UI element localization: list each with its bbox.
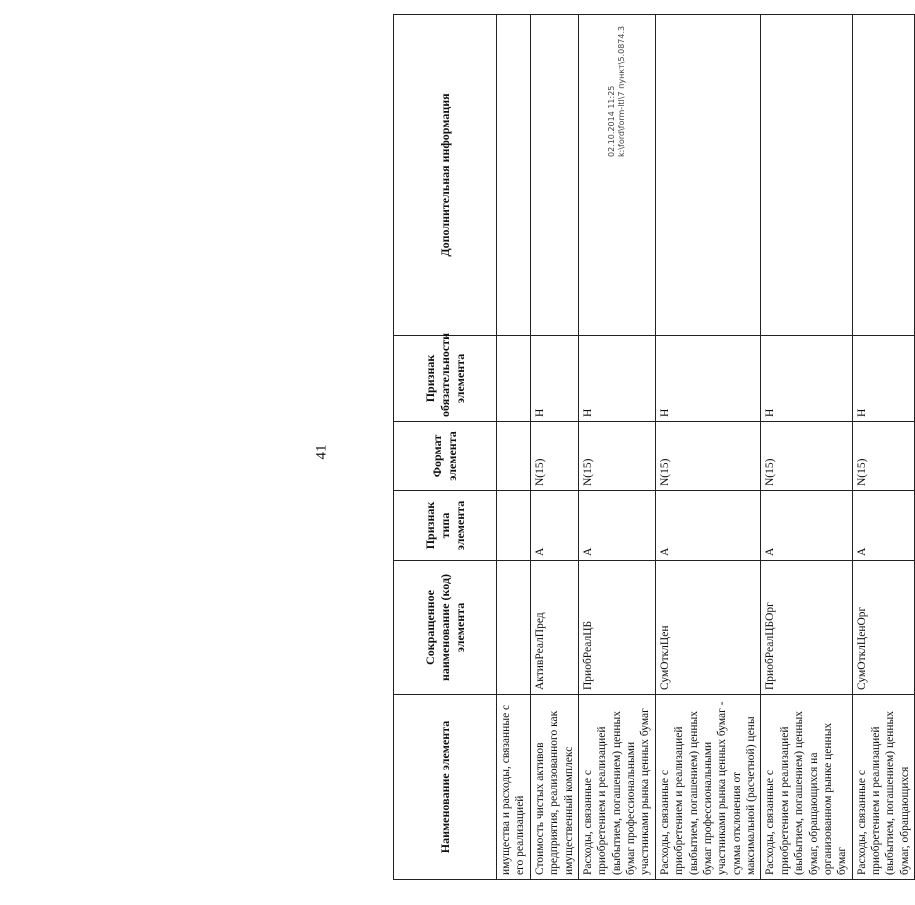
cell-extra — [761, 15, 852, 336]
cell-extra — [655, 15, 761, 336]
header-extra: Дополнительная информация — [394, 15, 497, 336]
cell-format: N(15) — [761, 422, 852, 491]
cell-format: N(15) — [655, 422, 761, 491]
cell-extra — [530, 15, 578, 336]
cell-format: N(15) — [852, 422, 915, 491]
cell-name: Расходы, связанные с приобретением и реализацией (выбытием, погашением) ценных бумаг профессиональными участниками рынка ценных бумаг - сумма отклонения от максимальной (расчетной) цены — [655, 695, 761, 880]
cell-type: А — [852, 491, 915, 561]
cell-required: Н — [578, 336, 655, 422]
cell-format — [497, 422, 531, 491]
cell-code — [497, 561, 531, 695]
cell-format: N(15) — [578, 422, 655, 491]
cell-extra — [852, 15, 915, 336]
cell-required: Н — [655, 336, 761, 422]
cell-code: СумОтклЦен — [655, 561, 761, 695]
header-code: Сокращенное наименование (код) элемента — [394, 561, 497, 695]
table-row — [655, 15, 761, 880]
cell-required: Н — [530, 336, 578, 422]
table-row — [497, 15, 531, 880]
cell-name: Стоимость чистых активов предприятия, реализованного как имущественный комплекс — [530, 695, 578, 880]
cell-code: АктивРеалПред — [530, 561, 578, 695]
header-format: Формат элемента — [394, 422, 497, 491]
print-stamp — [607, 26, 626, 157]
cell-extra — [497, 15, 531, 336]
table-row — [761, 15, 852, 880]
cell-name: Расходы, связанные с приобретением и реализацией (выбытием, погашением) ценных бумаг профессиональными участниками рынка ценных бумаг — [578, 695, 655, 880]
table-header-row — [394, 15, 497, 880]
cell-required: Н — [852, 336, 915, 422]
cell-type — [497, 491, 531, 561]
cell-code: СумОтклЦенОрг — [852, 561, 915, 695]
cell-name: имущества и расходы, связанные с его реализацией — [497, 695, 531, 880]
stamp-path: k:\ford\form-ltl\7 пункт\5.0874.3 — [616, 25, 626, 157]
elements-table — [393, 14, 915, 880]
cell-required: Н — [761, 336, 852, 422]
header-required: Признак обязательности элемента — [394, 336, 497, 422]
cell-name: Расходы, связанные с приобретением и реализацией (выбытием, погашением) ценных бумаг, обращающихся на организованном рынке ценных бумаг — [761, 695, 852, 880]
cell-code: ПриобРеалЦБОрг — [761, 561, 852, 695]
page-number: 41 — [313, 444, 330, 460]
cell-code: ПриобРеалЦБ — [578, 561, 655, 695]
cell-type: А — [530, 491, 578, 561]
cell-required — [497, 336, 531, 422]
table-row — [852, 15, 915, 880]
cell-type: А — [761, 491, 852, 561]
table-row — [530, 15, 578, 880]
cell-format: N(15) — [530, 422, 578, 491]
header-type: Признак типа элемента — [394, 491, 497, 561]
cell-type: А — [578, 491, 655, 561]
header-name: Наименование элемента — [394, 695, 497, 880]
stamp-date: 02.10.2014 11:25 — [607, 85, 616, 157]
cell-type: А — [655, 491, 761, 561]
cell-name: Расходы, связанные с приобретением и реализацией (выбытием, погашением) ценных бумаг, обращающихся — [852, 695, 915, 880]
